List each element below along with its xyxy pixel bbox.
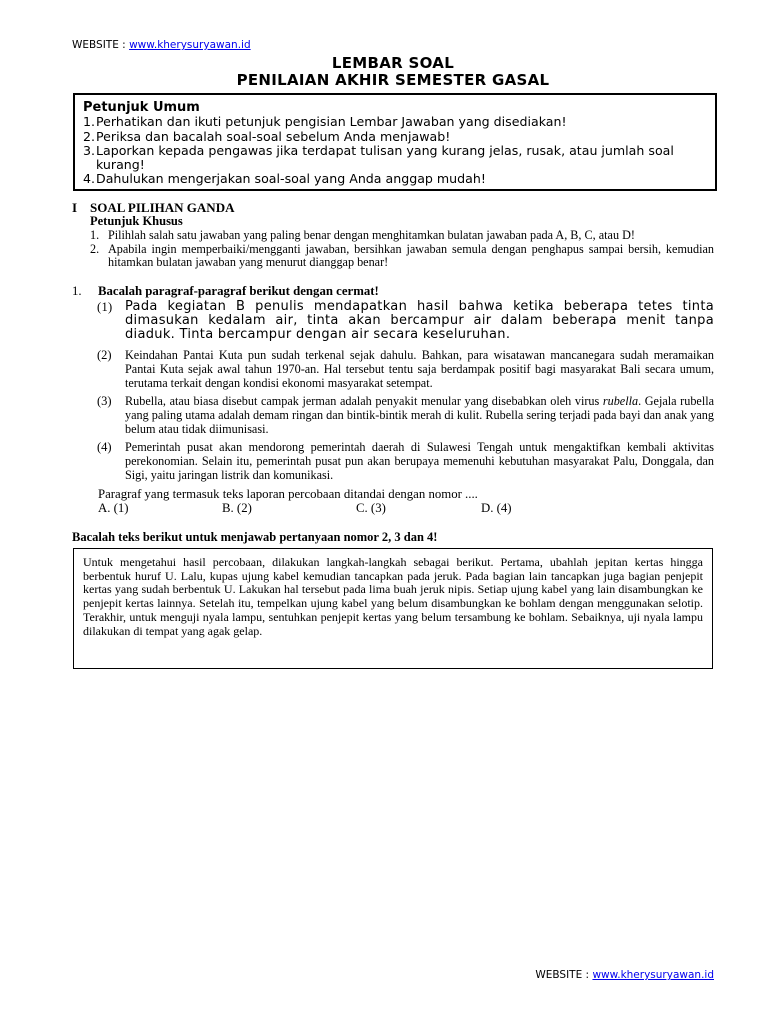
petunjuk-khusus-list bbox=[90, 229, 714, 270]
header-website-label: WEBSITE : bbox=[72, 39, 130, 51]
list-item-text: Perhatikan dan ikuti petunjuk pengisian Lembar Jawaban yang disediakan! bbox=[96, 114, 567, 130]
list-item-number: 1. bbox=[83, 114, 96, 130]
paragraph-number: (2) bbox=[97, 348, 112, 362]
reading-instruction: Bacalah teks berikut untuk menjawab pertanyaan nomor 2, 3 dan 4! bbox=[72, 530, 438, 544]
question-1-paragraphs bbox=[97, 300, 714, 486]
footer-website-label: WEBSITE : bbox=[535, 969, 593, 981]
question-1-stem: Paragraf yang termasuk teks laporan percobaan ditandai dengan nomor .... bbox=[98, 487, 478, 501]
option-d[interactable]: D. (4) bbox=[481, 501, 512, 515]
list-item-text: Dahulukan mengerjakan soal-soal yang Anda anggap mudah! bbox=[96, 171, 486, 187]
list-item bbox=[90, 229, 714, 243]
list-item bbox=[90, 243, 714, 270]
page-subtitle: PENILAIAN AKHIR SEMESTER GASAL bbox=[236, 71, 550, 89]
option-c[interactable]: C. (3) bbox=[356, 501, 386, 515]
header-website-link[interactable]: www.kherysuryawan.id bbox=[129, 39, 251, 51]
paragraph-2 bbox=[97, 348, 714, 390]
reading-text-box bbox=[73, 548, 713, 669]
question-1-instruction: Bacalah paragraf-paragraf berikut dengan cermat! bbox=[98, 284, 379, 298]
petunjuk-khusus-heading: Petunjuk Khusus bbox=[90, 214, 183, 228]
header-website bbox=[72, 39, 251, 51]
paragraph-text: Pada kegiatan B penulis mendapatkan hasil bahwa ketika beberapa tetes tinta dimasukan kedalam air, tinta akan bercampur air dalam beberapa menit tanpa diaduk. Tinta bercampur dengan air secara keseluruhan. bbox=[125, 299, 714, 342]
paragraph-text: Pemerintah pusat akan mendorong pemerintah daerah di Sulawesi Tengah untuk mengaktifkan kembali aktivitas perekonomian. Selain itu, pemerintah pusat pun akan berupaya memenuhi kebutuhan masyarakat Palu, Donggala, dan Sigi, yaitu jaringan listrik dan komunikasi. bbox=[125, 440, 714, 482]
paragraph-number: (1) bbox=[97, 300, 113, 314]
list-item bbox=[83, 115, 709, 129]
option-a[interactable]: A. (1) bbox=[98, 501, 129, 515]
list-item-text: Pilihlah salah satu jawaban yang paling benar dengan menghitamkan bulatan jawaban pada A, B, C, atau D! bbox=[108, 228, 635, 242]
paragraph-number: (3) bbox=[97, 394, 112, 408]
list-item-number: 4. bbox=[83, 171, 96, 187]
petunjuk-umum-box bbox=[73, 93, 717, 191]
list-item-number: 2. bbox=[83, 128, 96, 144]
list-item-number: 3. bbox=[83, 142, 96, 158]
paragraph-text-italic: rubella bbox=[602, 394, 639, 408]
list-item-text: Laporkan kepada pengawas jika terdapat tulisan yang kurang jelas, rusak, atau jumlah soal kurang! bbox=[96, 142, 674, 173]
list-item-text: Apabila ingin memperbaiki/mengganti jawaban, bersihkan jawaban semula dengan penghapus sampai bersih, kemudian hitamkan bulatan jawaban yang menurut dianggap benar! bbox=[108, 241, 714, 269]
list-item-number: 1. bbox=[90, 228, 100, 242]
petunjuk-umum-list bbox=[83, 115, 709, 186]
paragraph-4 bbox=[97, 440, 714, 482]
paragraph-text-end: . Gejala rubella yang paling utama adalah demam ringan dan bintik-bintik merah di kulit. Rubella sering terjadi pada bayi dan anak yang belum atau tidak diimunisasi. bbox=[125, 394, 715, 436]
question-1-number: 1. bbox=[72, 284, 82, 298]
paragraph-1 bbox=[97, 300, 714, 342]
reading-text: Untuk mengetahui hasil percobaan, dilakukan langkah-langkah sebagai berikut. Pertama, ubahlah jepitan kertas hingga berbentuk huruf U. Lalu, kupas ujung kabel kemudian tancapkan pada jeruk. Pada bagian lain tancapkan juga bagian penjepit kertas yang sudah berbentuk U. Lakukan hal tersebut pada lima buah jeruk nipis. Setiap ujung kabel yang lain disambungkan ke penjepit kertas lainnya. Setelah itu, tempelkan ujung kabel yang belum disambungkan ke bohlam dengan menggunakan selotip. Terakhir, untuk menguji nyala lampu, sentuhkan penjepit kertas yang belum tersambung ke bohlam. Sebaiknya, uji nyala lampu dilakukan di tempat yang agak gelap. bbox=[83, 555, 703, 638]
paragraph-3 bbox=[97, 394, 714, 436]
list-item-text: Periksa dan bacalah soal-soal sebelum Anda menjawab! bbox=[96, 128, 451, 144]
list-item bbox=[83, 130, 709, 144]
list-item-number: 2. bbox=[90, 241, 100, 256]
option-b[interactable]: B. (2) bbox=[222, 501, 252, 515]
section-numeral: I bbox=[72, 200, 78, 215]
paragraph-text: Keindahan Pantai Kuta pun sudah terkenal sejak dahulu. Bahkan, para wisatawan mancanegara sudah meramaikan Pantai Kuta sejak awal tahun 1970-an. Hal tersebut tentu saja berdampak positif bagi masyarakat Bali secara umum, terutama terkait dengan kondisi ekonomi masyarakat setempat. bbox=[125, 348, 714, 390]
list-item bbox=[83, 172, 709, 186]
footer-website-link[interactable]: www.kherysuryawan.id bbox=[592, 969, 714, 981]
petunjuk-umum-heading: Petunjuk Umum bbox=[83, 100, 200, 115]
section-title: SOAL PILIHAN GANDA bbox=[90, 200, 235, 215]
page-title: LEMBAR SOAL bbox=[331, 54, 455, 72]
list-item bbox=[83, 144, 709, 173]
paragraph-number: (4) bbox=[97, 440, 112, 454]
footer-website bbox=[535, 969, 714, 981]
paragraph-text-start: Rubella, atau biasa disebut campak jerman adalah penyakit menular yang disebabkan oleh virus bbox=[125, 394, 603, 408]
